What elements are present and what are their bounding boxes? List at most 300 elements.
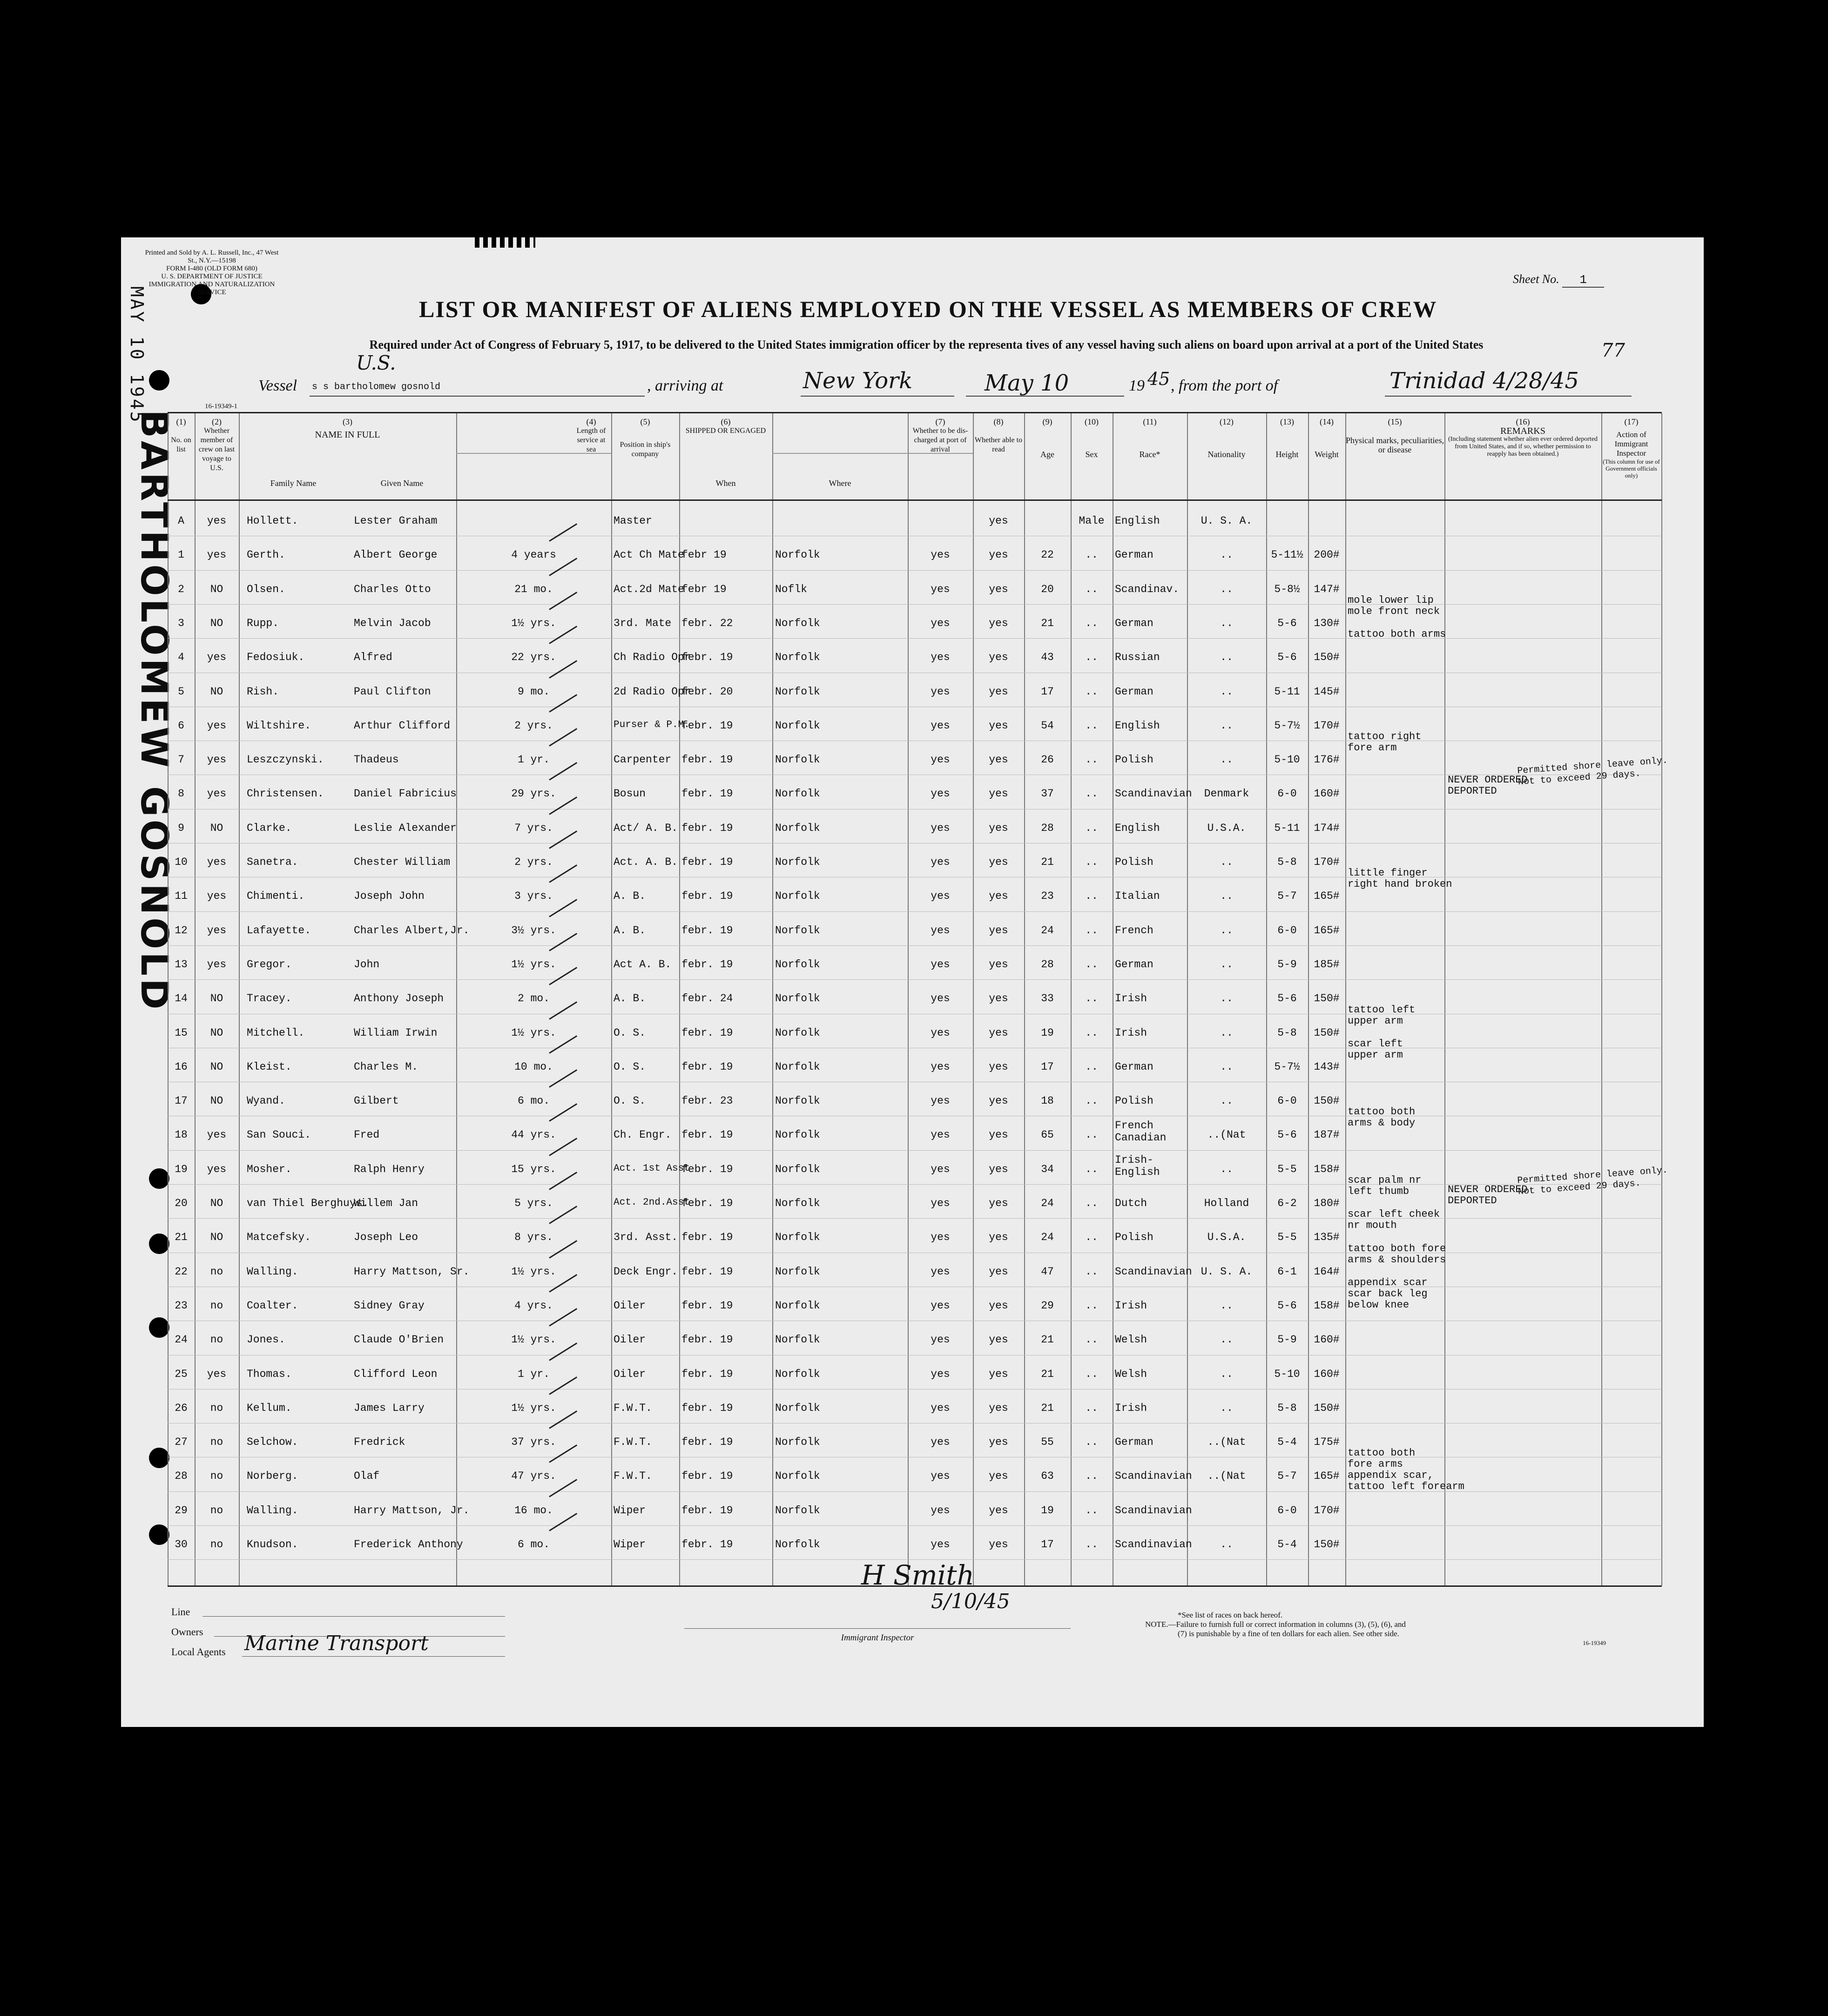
col-7-header bbox=[908, 417, 973, 454]
cell-position: 3rd. Mate bbox=[614, 617, 672, 629]
cell-age: 19 bbox=[1041, 1504, 1054, 1517]
cell-where: Norfolk bbox=[775, 1095, 820, 1107]
cell-given: James Larry bbox=[354, 1402, 425, 1414]
cell-race: Scandinavian bbox=[1115, 788, 1192, 800]
cell-no: 13 bbox=[175, 958, 188, 971]
cell-race: Russian bbox=[1115, 651, 1160, 664]
cell-last: yes bbox=[207, 651, 227, 664]
cell-where: Norfolk bbox=[775, 1163, 820, 1175]
cell-height: 5-8½ bbox=[1274, 583, 1300, 595]
cell-given: Harry Mattson, Jr. bbox=[354, 1504, 470, 1517]
physical-mark-note: tattoo left upper arm bbox=[1348, 1004, 1416, 1027]
cell-disch: yes bbox=[931, 685, 950, 698]
cell-sex: .. bbox=[1085, 617, 1098, 629]
col-number: (4) bbox=[586, 417, 596, 426]
cell-disch: yes bbox=[931, 788, 950, 800]
cell-disch: yes bbox=[931, 1026, 950, 1039]
cell-age: 24 bbox=[1041, 924, 1054, 937]
cell-last: NO bbox=[210, 1197, 223, 1209]
cell-height: 5-6 bbox=[1277, 1129, 1297, 1141]
cell-read: yes bbox=[989, 1231, 1008, 1244]
cell-given: Albert George bbox=[354, 549, 438, 561]
cell-weight: 180# bbox=[1314, 1197, 1340, 1209]
cell-family: Jones. bbox=[247, 1334, 285, 1346]
cell-nat: .. bbox=[1220, 1299, 1233, 1312]
cell-when: febr. 19 bbox=[681, 1334, 733, 1346]
cell-when: febr. 24 bbox=[681, 992, 733, 1005]
cell-age: 47 bbox=[1041, 1265, 1054, 1278]
cell-race: Scandinavian bbox=[1115, 1504, 1192, 1517]
cell-height: 5-9 bbox=[1277, 1334, 1297, 1346]
cell-last: NO bbox=[210, 1060, 223, 1073]
cell-given: Fredrick bbox=[354, 1436, 405, 1449]
cell-service: 4 yrs. bbox=[514, 1299, 553, 1312]
cell-disch: yes bbox=[931, 1368, 950, 1380]
col-number: (5) bbox=[640, 417, 650, 426]
sheet-number bbox=[1513, 272, 1604, 288]
cell-when: febr. 19 bbox=[681, 1368, 733, 1380]
cell-age: 37 bbox=[1041, 788, 1054, 800]
cell-given: William Irwin bbox=[354, 1026, 438, 1039]
cell-race: Irish-English bbox=[1115, 1153, 1160, 1178]
col-divider bbox=[1345, 413, 1346, 1585]
cell-when: febr. 19 bbox=[681, 958, 733, 971]
printer-line: Printed and Sold by A. L. Russell, Inc., 47 West St., N.Y.—15198 bbox=[145, 249, 279, 264]
cell-height: 6-0 bbox=[1277, 1095, 1297, 1107]
cell-race: Italian bbox=[1115, 890, 1160, 903]
cell-read: yes bbox=[989, 515, 1008, 527]
cell-weight: 160# bbox=[1314, 1334, 1340, 1346]
col-label: Length of service at sea bbox=[576, 427, 606, 453]
cell-when: febr. 19 bbox=[681, 1129, 733, 1141]
cell-no: 17 bbox=[175, 1095, 188, 1107]
sheet-label: Sheet No. bbox=[1513, 272, 1559, 286]
cell-when: febr 19 bbox=[681, 583, 727, 595]
cell-weight: 150# bbox=[1314, 992, 1340, 1005]
col-number: (10) bbox=[1085, 417, 1099, 426]
cell-family: Walling. bbox=[247, 1265, 298, 1278]
cell-service: 5 yrs. bbox=[514, 1197, 553, 1209]
year-label: 19 bbox=[1129, 377, 1145, 394]
cell-last: NO bbox=[210, 822, 223, 834]
cell-sex: .. bbox=[1085, 924, 1098, 937]
row-line bbox=[168, 1184, 1662, 1185]
cell-weight: 150# bbox=[1314, 1402, 1340, 1414]
cell-nat: .. bbox=[1220, 958, 1233, 971]
received-stamp: MAY 10 1945 bbox=[127, 286, 147, 424]
cell-race: Welsh bbox=[1115, 1368, 1147, 1380]
col-6-header bbox=[679, 417, 772, 436]
cell-age: 17 bbox=[1041, 1538, 1054, 1551]
cell-height: 5-7 bbox=[1277, 1470, 1297, 1483]
cell-service: 2 yrs. bbox=[514, 719, 553, 732]
cell-service: 37 yrs. bbox=[511, 1436, 556, 1449]
form-code-bottom: 16-19349 bbox=[1583, 1639, 1606, 1646]
cell-read: yes bbox=[989, 788, 1008, 800]
cell-where: Norfolk bbox=[775, 924, 820, 937]
cell-no: 29 bbox=[175, 1504, 188, 1517]
cell-no: 1 bbox=[178, 549, 184, 561]
cell-where: Norfolk bbox=[775, 890, 820, 903]
col-label: Nationality bbox=[1207, 450, 1246, 459]
cell-age: 21 bbox=[1041, 1402, 1054, 1414]
cell-sex: .. bbox=[1085, 1163, 1098, 1175]
vessel-label: Vessel bbox=[258, 377, 297, 394]
col-1-header bbox=[168, 417, 195, 454]
cell-where: Norfolk bbox=[775, 788, 820, 800]
col-number: (8) bbox=[993, 417, 1004, 426]
cell-race: Welsh bbox=[1115, 1334, 1147, 1346]
vessel-name: s s bartholomew gosnold bbox=[312, 382, 441, 392]
cell-race: German bbox=[1115, 617, 1153, 629]
cell-where: Norfolk bbox=[775, 651, 820, 664]
cell-where: Norfolk bbox=[775, 1334, 820, 1346]
cell-height: 5-6 bbox=[1277, 617, 1297, 629]
cell-nat: .. bbox=[1220, 1026, 1233, 1039]
cell-disch: yes bbox=[931, 719, 950, 732]
cell-disch: yes bbox=[931, 1231, 950, 1244]
cell-service: 3½ yrs. bbox=[511, 924, 556, 937]
cell-last: yes bbox=[207, 856, 227, 868]
cell-height: 6-0 bbox=[1277, 788, 1297, 800]
cell-nat: .. bbox=[1220, 924, 1233, 937]
cell-given: Harry Mattson, Sr. bbox=[354, 1265, 470, 1278]
cell-nat: .. bbox=[1220, 1368, 1233, 1380]
cell-service: 1½ yrs. bbox=[511, 1402, 556, 1414]
cell-position: A. B. bbox=[614, 924, 646, 937]
cell-read: yes bbox=[989, 1334, 1008, 1346]
printer-line: FORM I-480 (OLD FORM 680) bbox=[166, 265, 257, 272]
cell-height: 5-5 bbox=[1277, 1231, 1297, 1244]
cell-service: 1½ yrs. bbox=[511, 1026, 556, 1039]
cell-where: Norfolk bbox=[775, 1368, 820, 1380]
cell-service: 1½ yrs. bbox=[511, 958, 556, 971]
cell-race: English bbox=[1115, 515, 1160, 527]
cell-where: Norfolk bbox=[775, 549, 820, 561]
cell-last: no bbox=[210, 1504, 223, 1517]
col-divider bbox=[239, 413, 240, 1585]
col-divider bbox=[1601, 413, 1602, 1585]
punch-hole bbox=[149, 1317, 169, 1338]
cell-when: febr. 22 bbox=[681, 617, 733, 629]
cell-read: yes bbox=[989, 856, 1008, 868]
col-4-header bbox=[573, 417, 610, 454]
cell-family: Mosher. bbox=[247, 1163, 292, 1175]
cell-sex: .. bbox=[1085, 958, 1098, 971]
cell-sex: .. bbox=[1085, 1026, 1098, 1039]
cell-given: Charles Albert,Jr. bbox=[354, 924, 470, 937]
cell-age: 28 bbox=[1041, 958, 1054, 971]
cell-weight: 200# bbox=[1314, 549, 1340, 561]
cell-when: febr. 19 bbox=[681, 1299, 733, 1312]
cell-given: Chester William bbox=[354, 856, 451, 868]
physical-mark-note: tattoo both fore arms appendix scar, tattoo left forearm bbox=[1348, 1447, 1464, 1493]
cell-no: 7 bbox=[178, 754, 184, 766]
cell-sex: .. bbox=[1085, 583, 1098, 595]
col-number: (17) bbox=[1624, 417, 1639, 426]
cell-no: 14 bbox=[175, 992, 188, 1005]
cell-position: O. S. bbox=[614, 1095, 646, 1107]
note-penalty: NOTE.—Failure to furnish full or correct information in columns (3), (5), (6), and bbox=[1145, 1620, 1406, 1629]
cell-read: yes bbox=[989, 719, 1008, 732]
cell-no: 6 bbox=[178, 719, 184, 732]
note-penalty-cont: (7) is punishable by a fine of ten dollars for each alien. See other side. bbox=[1178, 1629, 1399, 1638]
cell-disch: yes bbox=[931, 1197, 950, 1209]
printer-info bbox=[142, 249, 282, 297]
torn-edge bbox=[475, 237, 535, 248]
col-number: (13) bbox=[1280, 417, 1294, 426]
manifest-sheet bbox=[121, 237, 1704, 1727]
cell-age: 34 bbox=[1041, 1163, 1054, 1175]
cell-given: Paul Clifton bbox=[354, 685, 431, 698]
cell-sex: .. bbox=[1085, 1231, 1098, 1244]
col-number: (6) bbox=[721, 417, 731, 426]
cell-position: Act/ A. B. bbox=[614, 822, 678, 834]
cell-position: Bosun bbox=[614, 788, 646, 800]
cell-last: yes bbox=[207, 924, 227, 937]
cell-position: 3rd. Asst. bbox=[614, 1231, 678, 1244]
col-number: (12) bbox=[1220, 417, 1234, 426]
cell-position: 2d Radio Opr bbox=[614, 685, 691, 698]
cell-last: no bbox=[210, 1436, 223, 1449]
cell-last: no bbox=[210, 1470, 223, 1483]
physical-mark-note: tattoo both arms & body bbox=[1348, 1106, 1416, 1129]
local-agents-value: Marine Transport bbox=[244, 1632, 429, 1655]
agents-label: Local Agents bbox=[171, 1646, 226, 1658]
punch-hole bbox=[149, 1234, 169, 1254]
cell-nat: .. bbox=[1220, 549, 1233, 561]
cell-read: yes bbox=[989, 890, 1008, 903]
cell-last: NO bbox=[210, 1026, 223, 1039]
cell-no: 3 bbox=[178, 617, 184, 629]
cell-given: Daniel Fabricius bbox=[354, 788, 457, 800]
cell-no: 24 bbox=[175, 1334, 188, 1346]
inspector-label: Immigrant Inspector bbox=[841, 1633, 914, 1643]
cell-disch: yes bbox=[931, 754, 950, 766]
col-5-header bbox=[611, 417, 679, 459]
cell-read: yes bbox=[989, 992, 1008, 1005]
cell-position: Act.2d Mate bbox=[614, 583, 684, 595]
cell-nat: .. bbox=[1220, 992, 1233, 1005]
cell-nat: .. bbox=[1220, 856, 1233, 868]
cell-sex: .. bbox=[1085, 788, 1098, 800]
cell-no: 11 bbox=[175, 890, 188, 903]
cell-last: NO bbox=[210, 992, 223, 1005]
cell-position: A. B. bbox=[614, 992, 646, 1005]
col-number: (9) bbox=[1042, 417, 1052, 426]
cell-age: 18 bbox=[1041, 1095, 1054, 1107]
col-8-header bbox=[973, 417, 1024, 454]
remark-never-deported: NEVER ORDERED DEPORTED bbox=[1448, 1184, 1528, 1207]
cell-service: 47 yrs. bbox=[511, 1470, 556, 1483]
cell-race: German bbox=[1115, 1436, 1153, 1449]
cell-read: yes bbox=[989, 1538, 1008, 1551]
row-line bbox=[168, 570, 1662, 571]
cell-service: 3 yrs. bbox=[514, 890, 553, 903]
cell-family: van Thiel Berghuys. bbox=[247, 1197, 369, 1209]
cell-family: Clarke. bbox=[247, 822, 292, 834]
cell-sex: .. bbox=[1085, 549, 1098, 561]
cell-given: John bbox=[354, 958, 380, 971]
cell-read: yes bbox=[989, 822, 1008, 834]
cell-no: 15 bbox=[175, 1026, 188, 1039]
cell-read: yes bbox=[989, 754, 1008, 766]
cell-given: Claude O'Brien bbox=[354, 1334, 444, 1346]
cell-disch: yes bbox=[931, 1402, 950, 1414]
cell-height: 5-4 bbox=[1277, 1538, 1297, 1551]
cell-sex: .. bbox=[1085, 1129, 1098, 1141]
cell-last: NO bbox=[210, 583, 223, 595]
signature-date: 5/10/45 bbox=[931, 1590, 1010, 1613]
punch-hole bbox=[149, 1524, 169, 1545]
col-divider bbox=[1661, 413, 1662, 1585]
cell-where: Noflk bbox=[775, 583, 808, 595]
cell-sex: .. bbox=[1085, 1095, 1098, 1107]
note-races: *See list of races on back hereof. bbox=[1178, 1611, 1283, 1619]
cell-when: febr. 19 bbox=[681, 1436, 733, 1449]
corner-number: 77 bbox=[1601, 340, 1625, 361]
cell-disch: yes bbox=[931, 856, 950, 868]
cell-height: 6-2 bbox=[1277, 1197, 1297, 1209]
cell-age: 26 bbox=[1041, 754, 1054, 766]
cell-no: 8 bbox=[178, 788, 184, 800]
cell-position: Act. 2nd.Asst bbox=[614, 1197, 690, 1208]
cell-disch: yes bbox=[931, 1265, 950, 1278]
cell-read: yes bbox=[989, 1026, 1008, 1039]
cell-weight: 170# bbox=[1314, 719, 1340, 732]
cell-position: Wiper bbox=[614, 1504, 646, 1517]
cell-read: yes bbox=[989, 651, 1008, 664]
cell-disch: yes bbox=[931, 1299, 950, 1312]
cell-service: 44 yrs. bbox=[511, 1129, 556, 1141]
cell-sex: .. bbox=[1085, 1436, 1098, 1449]
cell-race: English bbox=[1115, 719, 1160, 732]
cell-service: 22 yrs. bbox=[511, 651, 556, 664]
cell-where: Norfolk bbox=[775, 754, 820, 766]
col-sublabel: (Including statement whether alien ever ordered deported from United States, and if so, whether permission to reapply has been obtained.) bbox=[1448, 436, 1598, 458]
cell-where: Norfolk bbox=[775, 1402, 820, 1414]
cell-race: Scandinavian bbox=[1115, 1470, 1192, 1483]
cell-weight: 135# bbox=[1314, 1231, 1340, 1244]
cell-when: febr. 19 bbox=[681, 754, 733, 766]
cell-position: Act. A. B. bbox=[614, 856, 678, 868]
cell-when: febr. 19 bbox=[681, 651, 733, 664]
cell-race: Scandinav. bbox=[1115, 583, 1180, 595]
col-15-header bbox=[1345, 417, 1444, 454]
cell-age: 65 bbox=[1041, 1129, 1054, 1141]
col-label: Whether able to read bbox=[974, 436, 1023, 453]
cell-height: 5-11½ bbox=[1271, 549, 1303, 561]
cell-where: Norfolk bbox=[775, 1470, 820, 1483]
cell-age: 21 bbox=[1041, 617, 1054, 629]
col-label: Weight bbox=[1315, 450, 1339, 459]
cell-weight: 147# bbox=[1314, 583, 1340, 595]
cell-read: yes bbox=[989, 1436, 1008, 1449]
cell-when: febr. 19 bbox=[681, 1060, 733, 1073]
cell-weight: 160# bbox=[1314, 1368, 1340, 1380]
cell-nat: .. bbox=[1220, 1334, 1233, 1346]
remark-never-deported: NEVER ORDERED DEPORTED bbox=[1448, 774, 1528, 797]
cell-nat: U.S.A. bbox=[1207, 822, 1246, 834]
cell-age: 19 bbox=[1041, 1026, 1054, 1039]
col-12-header bbox=[1187, 417, 1266, 459]
cell-nat: .. bbox=[1220, 1163, 1233, 1175]
cell-when: febr. 19 bbox=[681, 1231, 733, 1244]
cell-no: 27 bbox=[175, 1436, 188, 1449]
cell-when: febr 19 bbox=[681, 549, 727, 561]
col-3b-header: Given Name bbox=[380, 479, 424, 488]
cell-age: 21 bbox=[1041, 1334, 1054, 1346]
cell-given: Leslie Alexander bbox=[354, 822, 457, 834]
cell-when: febr. 19 bbox=[681, 1163, 733, 1175]
cell-height: 6-1 bbox=[1277, 1265, 1297, 1278]
cell-family: Olsen. bbox=[247, 583, 285, 595]
cell-disch: yes bbox=[931, 1504, 950, 1517]
crew-table bbox=[168, 412, 1668, 1587]
cell-read: yes bbox=[989, 1163, 1008, 1175]
cell-race: German bbox=[1115, 549, 1153, 561]
punch-hole bbox=[149, 1168, 169, 1189]
cell-disch: yes bbox=[931, 1129, 950, 1141]
cell-where: Norfolk bbox=[775, 617, 820, 629]
cell-weight: 143# bbox=[1314, 1060, 1340, 1073]
cell-sex: .. bbox=[1085, 651, 1098, 664]
physical-mark-note: appendix scar scar back leg below knee bbox=[1348, 1276, 1428, 1311]
cell-age: 23 bbox=[1041, 890, 1054, 903]
cell-sex: .. bbox=[1085, 754, 1098, 766]
form-code-top: 16-19349-1 bbox=[205, 403, 237, 410]
cell-no: 4 bbox=[178, 651, 184, 664]
spine-vessel-name: BARTHOLOMEW GOSNOLD bbox=[133, 410, 176, 1012]
cell-weight: 165# bbox=[1314, 890, 1340, 903]
cell-when: febr. 19 bbox=[681, 1197, 733, 1209]
cell-sex: .. bbox=[1085, 890, 1098, 903]
col-label: No. on list bbox=[171, 436, 191, 453]
vessel-row bbox=[258, 351, 1632, 398]
cell-no: 16 bbox=[175, 1060, 188, 1073]
cell-when: febr. 19 bbox=[681, 856, 733, 868]
cell-read: yes bbox=[989, 1095, 1008, 1107]
cell-sex: .. bbox=[1085, 1265, 1098, 1278]
cell-height: 5-11 bbox=[1274, 822, 1300, 834]
cell-family: Norberg. bbox=[247, 1470, 298, 1483]
cell-family: Rish. bbox=[247, 685, 279, 698]
cell-given: Frederick Anthony bbox=[354, 1538, 463, 1551]
row-line bbox=[168, 945, 1662, 946]
cell-where: Norfolk bbox=[775, 1538, 820, 1551]
cell-read: yes bbox=[989, 1265, 1008, 1278]
cell-weight: 130# bbox=[1314, 617, 1340, 629]
cell-weight: 170# bbox=[1314, 1504, 1340, 1517]
cell-last: yes bbox=[207, 1368, 227, 1380]
cell-when: febr. 19 bbox=[681, 822, 733, 834]
cell-given: Thadeus bbox=[354, 754, 399, 766]
cell-where: Norfolk bbox=[775, 822, 820, 834]
vessel-underline bbox=[310, 396, 645, 397]
cell-sex: .. bbox=[1085, 1299, 1098, 1312]
cell-service: 9 mo. bbox=[517, 685, 550, 698]
cell-last: yes bbox=[207, 890, 227, 903]
cell-race: French Canadian bbox=[1115, 1119, 1167, 1144]
col-6a-header: When bbox=[715, 479, 736, 488]
cell-position: Master bbox=[614, 515, 652, 527]
arrival-port: New York bbox=[803, 368, 913, 394]
cell-last: yes bbox=[207, 719, 227, 732]
cell-height: 5-4 bbox=[1277, 1436, 1297, 1449]
col-label: Physical marks, peculiarities, or disease bbox=[1346, 436, 1444, 454]
col-6b-header: Where bbox=[829, 479, 851, 488]
footer-notes bbox=[1145, 1611, 1657, 1648]
